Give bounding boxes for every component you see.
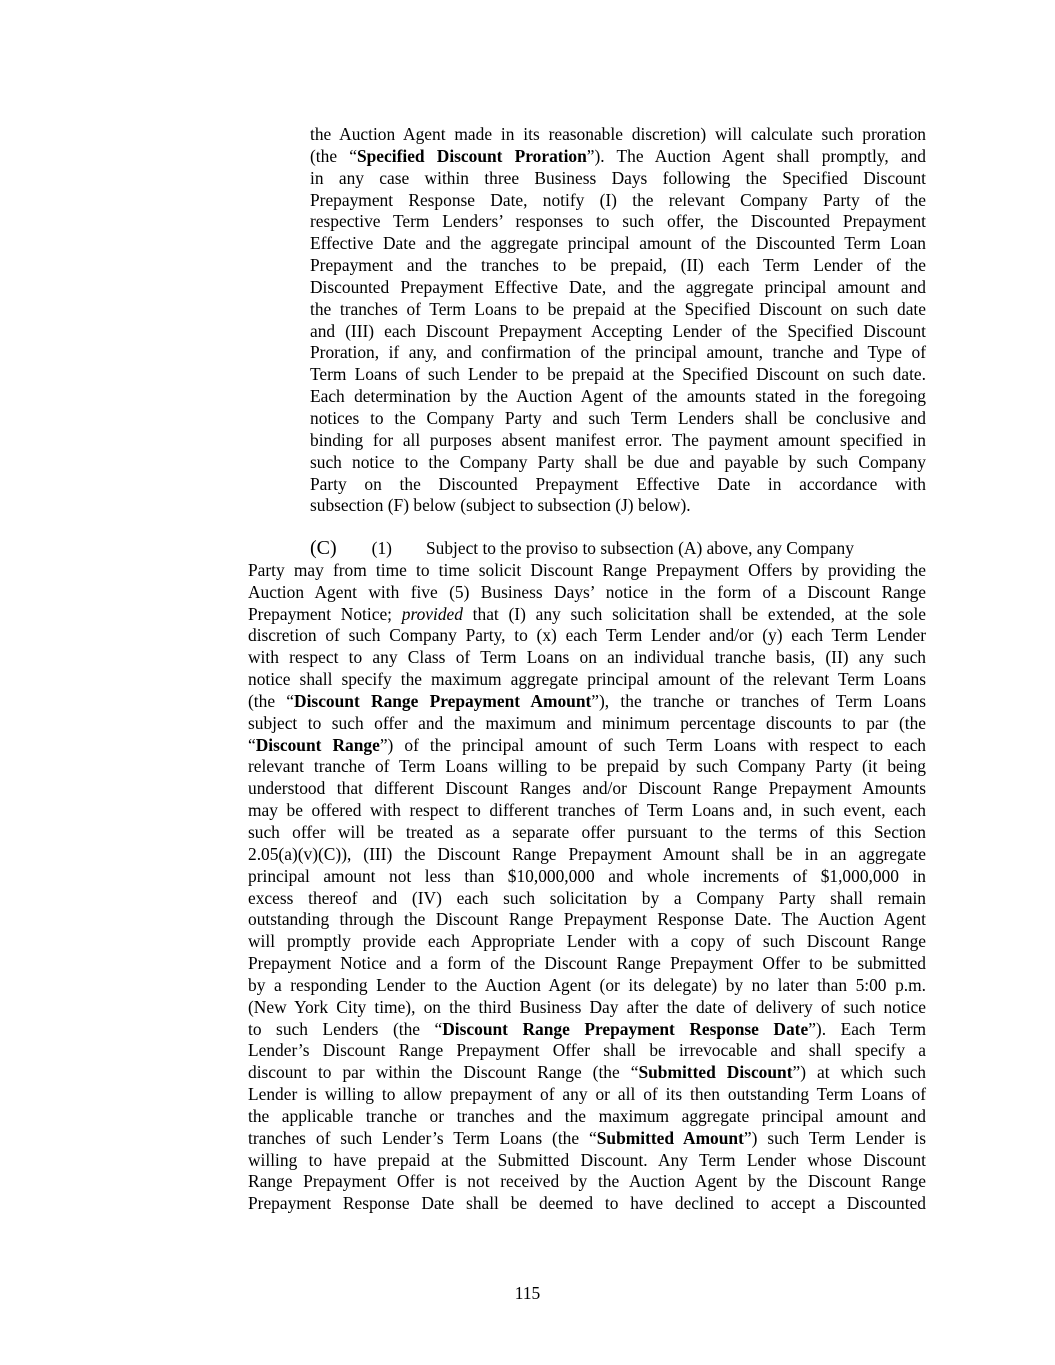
text-line: notices to the Company Party and such Term Lenders shall be conclusive and — [310, 407, 926, 428]
text-line: outstanding through the Discount Range Prepayment Response Date. The Auction Agent — [248, 909, 926, 930]
text-line: 2.05(a)(v)(C)), (III) the Discount Range Prepayment Amount shall be in an aggregate — [248, 843, 926, 864]
text-line: such offer will be treated as a separate offer pursuant to the terms of this Section — [248, 821, 926, 842]
text-line: “Discount Range”) of the principal amount of such Term Loans with respect to each — [248, 734, 926, 755]
text-line: by a responding Lender to the Auction Agent (or its delegate) by no later than 5:00 p.m. — [248, 974, 926, 995]
text-line: discount to par within the Discount Range (the “Submitted Discount”) at which such — [248, 1062, 926, 1083]
text-line: Discounted Prepayment Effective Date, and the aggregate principal amount and — [310, 276, 926, 297]
text-line: (New York City time), on the third Business Day after the date of delivery of such notice — [248, 996, 926, 1017]
text-line: Proration, if any, and confirmation of the principal amount, tranche and Type of — [310, 342, 926, 363]
text-line: binding for all purposes absent manifest error. The payment amount specified in — [310, 429, 926, 450]
text-line: in any case within three Business Days following the Specified Discount — [310, 167, 926, 188]
paragraph-section-c — [248, 538, 926, 1215]
text-line: Each determination by the Auction Agent of the amounts stated in the foregoing — [310, 386, 926, 407]
section-label: (C) — [310, 537, 337, 559]
text-line: (the “Discount Range Prepayment Amount”), the tranche or tranches of Term Loans — [248, 690, 927, 711]
emphasis: provided — [401, 603, 463, 624]
text-line: Party on the Discounted Prepayment Effective Date in accordance with — [310, 473, 926, 494]
defined-term: Discount Range — [255, 734, 380, 755]
text-line: with respect to any Class of Term Loans on an individual tranche basis, (II) any such — [248, 647, 926, 668]
text-line: such notice to the Company Party shall be due and payable by such Company — [310, 451, 926, 472]
text-line: subject to such offer and the maximum and minimum percentage discounts to par (the — [248, 712, 926, 733]
text-line: and (III) each Discount Prepayment Accepting Lender of the Specified Discount — [310, 320, 926, 341]
text-line: Party may from time to time solicit Discount Range Prepayment Offers by providing the — [248, 559, 926, 580]
text-line: Prepayment and the tranches to be prepaid, (II) each Term Lender of the — [310, 255, 926, 276]
text-line: (C) (1) Subject to the proviso to subsection (A) above, any Company — [310, 537, 854, 559]
text-line: principal amount not less than $10,000,000 and whole increments of $1,000,000 in — [248, 865, 926, 886]
text-line: understood that different Discount Ranges and/or Discount Range Prepayment Amounts — [248, 778, 926, 799]
text-line: Term Loans of such Lender to be prepaid at the Specified Discount on such date. — [310, 364, 926, 385]
text-line: Lender is willing to allow prepayment of any or all of its then outstanding Term Loans of — [248, 1084, 926, 1105]
text-line: Lender’s Discount Range Prepayment Offer shall be irrevocable and shall specify a — [248, 1040, 926, 1061]
text-line: to such Lenders (the “Discount Range Prepayment Response Date”). Each Term — [248, 1018, 926, 1039]
text-line: the applicable tranche or tranches and the maximum aggregate principal amount and — [248, 1105, 926, 1126]
text-line: Auction Agent with five (5) Business Days’ notice in the form of a Discount Range — [248, 581, 926, 602]
text-line: Range Prepayment Offer is not received by the Auction Agent by the Discount Range — [248, 1171, 926, 1192]
text-line: will promptly provide each Appropriate Lender with a copy of such Discount Range — [248, 931, 926, 952]
text-line: willing to have prepaid at the Submitted Discount. Any Term Lender whose Discount — [248, 1149, 926, 1170]
text-line: the Auction Agent made in its reasonable discretion) will calculate such proration — [310, 124, 926, 144]
text-line: Prepayment Notice and a form of the Discount Range Prepayment Offer to be submitted — [248, 953, 926, 974]
defined-term: Discount Range Prepayment Amount — [294, 690, 592, 711]
text-line: discretion of such Company Party, to (x) each Term Lender and/or (y) each Term Lender — [248, 625, 926, 646]
text-line: (the “Specified Discount Proration”). The Auction Agent shall promptly, and — [310, 145, 927, 166]
text-line: Effective Date and the aggregate principal amount of the Discounted Term Loan — [310, 233, 926, 254]
page-number: 115 — [514, 1283, 541, 1303]
text-line: may be offered with respect to different tranches of Term Loans and, in such event, each — [248, 800, 926, 821]
text-line: the tranches of Term Loans to be prepaid at the Specified Discount on such date — [310, 298, 926, 319]
defined-term: Submitted Amount — [596, 1127, 744, 1148]
text-line: excess thereof and (IV) each such solicitation by a Company Party shall remain — [248, 887, 926, 908]
paragraph-specified-discount-proration — [310, 124, 926, 517]
subsection-label: (1) — [371, 538, 392, 558]
text-line: subsection (F) below (subject to subsection (J) below). — [310, 495, 691, 516]
text-line: Prepayment Response Date, notify (I) the relevant Company Party of the — [310, 189, 926, 210]
text-line: Prepayment Notice; provided that (I) any such solicitation shall be extended, at the sole — [248, 603, 927, 624]
defined-term: Specified Discount Proration — [356, 145, 587, 166]
text-line: Prepayment Response Date shall be deemed to have declined to accept a Discounted — [248, 1193, 926, 1214]
defined-term: Discount Range Prepayment Response Date — [442, 1018, 809, 1039]
defined-term: Submitted Discount — [638, 1062, 793, 1083]
text-line: notice shall specify the maximum aggregate principal amount of the relevant Term Loans — [248, 669, 926, 690]
text-line: respective Term Lenders’ responses to such offer, the Discounted Prepayment — [310, 211, 926, 232]
text-line: tranches of such Lender’s Term Loans (the “Submitted Amount”) such Term Lender is — [248, 1127, 927, 1148]
text-line: relevant tranche of Term Loans willing to be prepaid by such Company Party (it being — [248, 756, 926, 777]
